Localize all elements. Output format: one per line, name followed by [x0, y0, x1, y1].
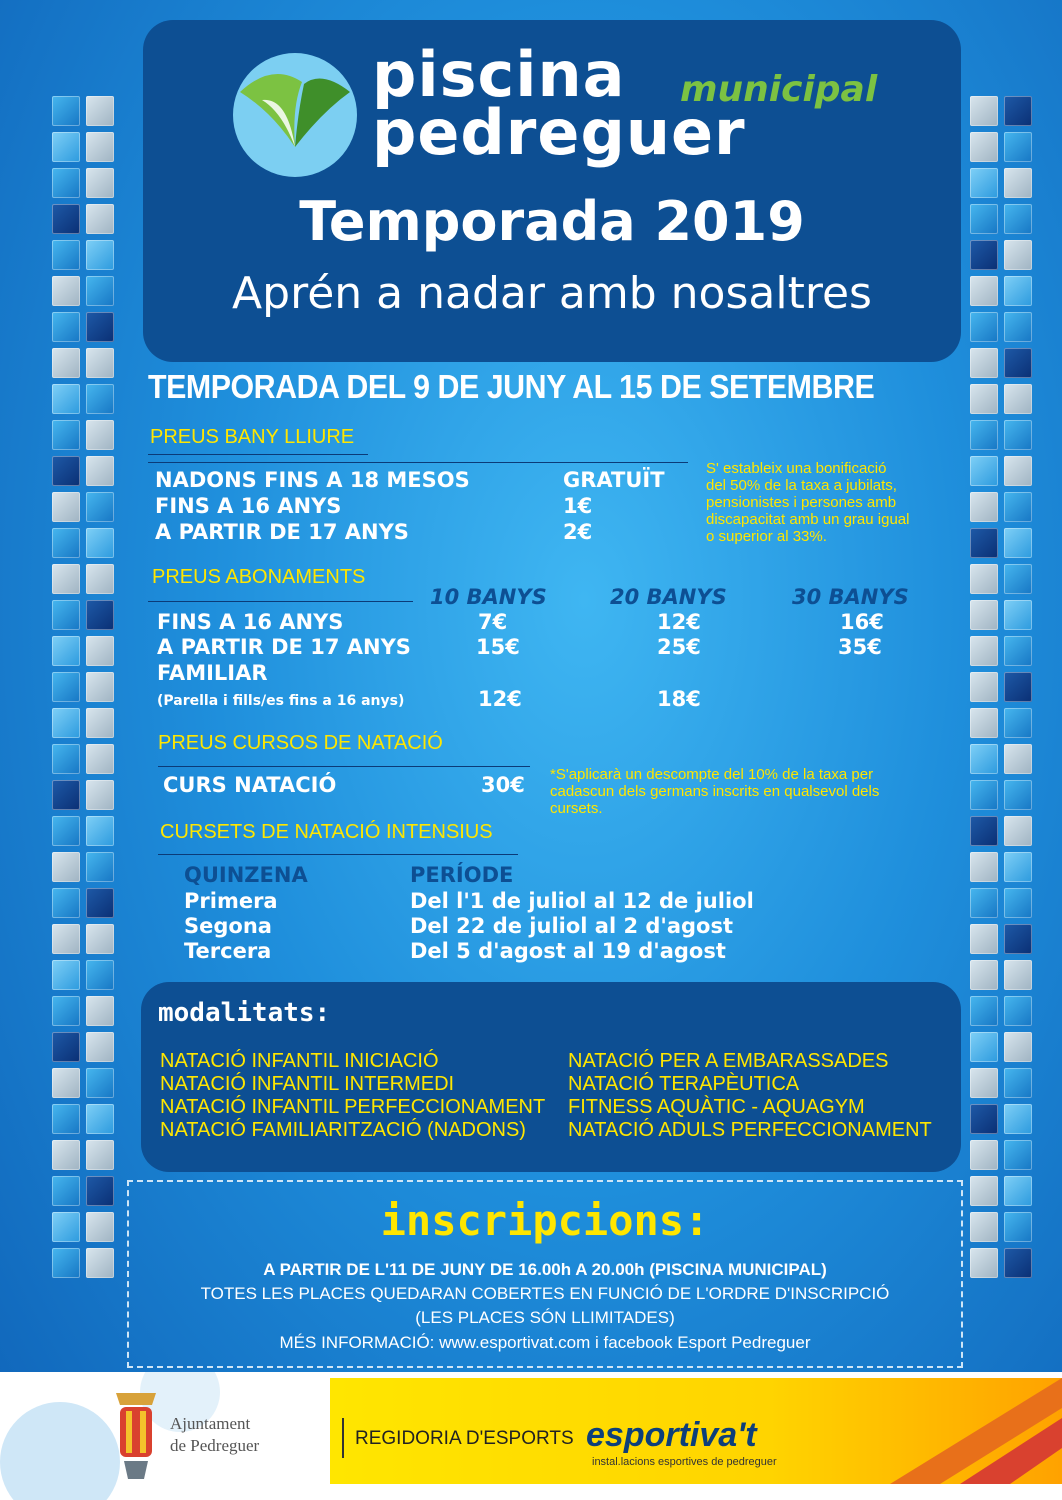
mosaic-tile	[52, 564, 80, 594]
mosaic-tile	[52, 96, 80, 126]
sibling-discount-note: *S'aplicarà un descompte del 10% de la taxa per cadascun dels germans inscrits en qualsevol dels cursets.	[550, 766, 880, 817]
mosaic-tile	[970, 348, 998, 378]
mosaic-tile	[970, 852, 998, 882]
price-row-label: A PARTIR DE 17 ANYS	[155, 520, 409, 544]
mosaic-tile	[86, 708, 114, 738]
mosaic-tile	[970, 240, 998, 270]
mosaic-tile	[970, 384, 998, 414]
price-row-label: FINS A 16 ANYS	[157, 610, 344, 634]
esportivat-logo: esportiva't	[586, 1416, 757, 1454]
mosaic-tile	[86, 420, 114, 450]
divider	[148, 454, 368, 455]
mosaic-tile	[970, 708, 998, 738]
mosaic-tile	[1004, 168, 1032, 198]
mosaic-tile	[86, 312, 114, 342]
quinzena-label: Tercera	[184, 939, 272, 963]
inscripcions-order: TOTES LES PLACES QUEDARAN COBERTES EN FUNCIÓ DE L'ORDRE D'INSCRIPCIÓ	[200, 1284, 890, 1303]
brand-municipal: municipal	[680, 69, 878, 110]
periode-value: Del l'1 de juliol al 12 de juliol	[410, 889, 754, 913]
mosaic-tile	[86, 456, 114, 486]
mosaic-tile	[52, 744, 80, 774]
periode-value: Del 5 d'agost al 19 d'agost	[410, 939, 726, 963]
price-row-sublabel: (Parella i fills/es fins a 16 anys)	[157, 693, 405, 709]
mosaic-tile	[1004, 1248, 1032, 1278]
mosaic-tile	[970, 888, 998, 918]
divider	[342, 1418, 344, 1458]
mosaic-tile	[86, 528, 114, 558]
esportivat-tagline: instal.lacions esportives de pedreguer	[592, 1456, 777, 1468]
mosaic-tile	[1004, 564, 1032, 594]
divider	[158, 854, 518, 855]
mosaic-tile	[52, 204, 80, 234]
mosaic-tile	[1004, 600, 1032, 630]
pool-logo-icon	[232, 52, 358, 178]
mosaic-tile	[1004, 348, 1032, 378]
mosaic-tile	[970, 204, 998, 234]
price-row-label: A PARTIR DE 17 ANYS	[157, 635, 411, 659]
mosaic-tile	[52, 276, 80, 306]
price-row-value: GRATUÏT	[563, 468, 665, 492]
column-header: 30 BANYS	[792, 585, 909, 609]
mosaic-tile	[86, 816, 114, 846]
mosaic-tile	[52, 816, 80, 846]
mosaic-tile	[1004, 996, 1032, 1026]
modalitats-title: modalitats:	[158, 998, 331, 1028]
mosaic-tile	[86, 960, 114, 990]
mosaic-tile	[52, 312, 80, 342]
modalitat-list-right: NATACIÓ PER A EMBARASSADES NATACIÓ TERAPÈUTICA FITNESS AQUÀTIC - AQUAGYM NATACIÓ ADULS PERFECCIONAMENT	[568, 1050, 932, 1141]
mosaic-tile	[1004, 528, 1032, 558]
brand-pedreguer: pedreguer	[372, 96, 746, 169]
inscripcions-title: inscripcions:	[380, 1196, 710, 1245]
price-row-value: 2€	[563, 520, 593, 544]
swoosh-decoration	[880, 1378, 1062, 1484]
mosaic-tile	[52, 348, 80, 378]
mosaic-tile	[52, 132, 80, 162]
mosaic-tile	[52, 924, 80, 954]
price-cell: 12€	[478, 687, 522, 711]
mosaic-tile	[970, 744, 998, 774]
mosaic-tile	[86, 672, 114, 702]
mosaic-tile	[86, 1212, 114, 1242]
inscripcions-limit: (LES PLACES SÓN LLIMITADES)	[415, 1308, 675, 1327]
mosaic-tile	[86, 348, 114, 378]
mosaic-tile	[52, 1032, 80, 1062]
mosaic-tile	[1004, 744, 1032, 774]
mosaic-tile	[970, 1140, 998, 1170]
ajuntament-label: de Pedreguer	[170, 1436, 260, 1455]
more-info: MÉS INFORMACIÓ: www.esportivat.com i facebook Esport Pedreguer	[279, 1333, 811, 1352]
brand-piscina: piscina	[372, 38, 626, 111]
price-row-label: FAMILIAR	[157, 661, 268, 685]
mosaic-tile	[86, 600, 114, 630]
mosaic-tile	[52, 384, 80, 414]
modalitat-list-left: NATACIÓ INFANTIL INICIACIÓ NATACIÓ INFANTIL INTERMEDI NATACIÓ INFANTIL PERFECCIONAMENT NATACIÓ FAMILIARITZACIÓ (NADONS)	[160, 1050, 546, 1141]
mosaic-tile	[86, 1248, 114, 1278]
mosaic-tile	[52, 168, 80, 198]
abonaments-heading: PREUS ABONAMENTS	[152, 566, 366, 588]
mosaic-tile	[86, 780, 114, 810]
coat-of-arms-icon	[110, 1383, 162, 1483]
divider	[148, 462, 688, 463]
mosaic-tile	[52, 492, 80, 522]
mosaic-tile	[86, 1068, 114, 1098]
mosaic-tile	[1004, 636, 1032, 666]
mosaic-tile	[970, 1104, 998, 1134]
bubble-decoration	[0, 1372, 330, 1500]
mosaic-tile	[970, 780, 998, 810]
mosaic-tile	[1004, 492, 1032, 522]
price-cell: 25€	[657, 635, 701, 659]
mosaic-tile	[1004, 672, 1032, 702]
mosaic-tile	[970, 1248, 998, 1278]
page-title: Temporada 2019	[299, 190, 805, 253]
mosaic-tile	[52, 240, 80, 270]
mosaic-tile	[970, 132, 998, 162]
mosaic-tile	[1004, 312, 1032, 342]
price-row-label: NADONS FINS A 18 MESOS	[155, 468, 470, 492]
price-row-label: FINS A 16 ANYS	[155, 494, 342, 518]
tile-column-right	[970, 96, 1032, 1276]
mosaic-tile	[52, 1212, 80, 1242]
mosaic-tile	[1004, 960, 1032, 990]
page-subtitle: Aprén a nadar amb nosaltres	[232, 268, 872, 319]
bany-lliure-heading: PREUS BANY LLIURE	[150, 426, 355, 448]
mosaic-tile	[970, 816, 998, 846]
mosaic-tile	[52, 1104, 80, 1134]
mosaic-tile	[970, 168, 998, 198]
mosaic-tile	[1004, 852, 1032, 882]
mosaic-tile	[86, 384, 114, 414]
quinzena-label: Primera	[184, 889, 278, 913]
mosaic-tile	[86, 96, 114, 126]
mosaic-tile	[1004, 384, 1032, 414]
inscripcions-dates: A PARTIR DE L'11 DE JUNY DE 16.00h A 20.00h (PISCINA MUNICIPAL)	[263, 1260, 827, 1279]
mosaic-tile	[970, 492, 998, 522]
mosaic-tile	[970, 996, 998, 1026]
price-row-label: CURS NATACIÓ	[163, 773, 337, 797]
mosaic-tile	[1004, 276, 1032, 306]
mosaic-tile	[1004, 96, 1032, 126]
mosaic-tile	[970, 96, 998, 126]
mosaic-tile	[52, 1176, 80, 1206]
divider	[148, 601, 413, 602]
mosaic-tile	[52, 420, 80, 450]
mosaic-tile	[86, 564, 114, 594]
mosaic-tile	[1004, 1068, 1032, 1098]
mosaic-tile	[52, 600, 80, 630]
mosaic-tile	[86, 1104, 114, 1134]
price-cell: 35€	[838, 635, 882, 659]
mosaic-tile	[52, 1140, 80, 1170]
mosaic-tile	[970, 456, 998, 486]
mosaic-tile	[1004, 708, 1032, 738]
mosaic-tile	[52, 672, 80, 702]
mosaic-tile	[970, 312, 998, 342]
price-row-value: 30€	[481, 773, 525, 797]
mosaic-tile	[86, 744, 114, 774]
column-header: 10 BANYS	[430, 585, 547, 609]
mosaic-tile	[86, 888, 114, 918]
mosaic-tile	[970, 600, 998, 630]
mosaic-tile	[86, 996, 114, 1026]
mosaic-tile	[970, 924, 998, 954]
column-header: QUINZENA	[184, 863, 308, 887]
mosaic-tile	[86, 1140, 114, 1170]
mosaic-tile	[86, 168, 114, 198]
regidoria-label: REGIDORIA D'ESPORTS	[355, 1428, 574, 1449]
mosaic-tile	[1004, 888, 1032, 918]
season-dates: TEMPORADA DEL 9 DE JUNY AL 15 DE SETEMBRE	[148, 368, 875, 405]
price-cell: 15€	[476, 635, 520, 659]
price-cell: 12€	[657, 610, 701, 634]
mosaic-tile	[86, 240, 114, 270]
mosaic-tile	[52, 852, 80, 882]
price-cell: 7€	[478, 610, 508, 634]
mosaic-tile	[970, 276, 998, 306]
mosaic-tile	[86, 204, 114, 234]
column-header: 20 BANYS	[610, 585, 727, 609]
mosaic-tile	[970, 564, 998, 594]
mosaic-tile	[86, 1032, 114, 1062]
mosaic-tile	[970, 528, 998, 558]
mosaic-tile	[1004, 1140, 1032, 1170]
tile-column-left	[52, 96, 114, 1276]
mosaic-tile	[86, 492, 114, 522]
mosaic-tile	[52, 528, 80, 558]
price-cell: 16€	[840, 610, 884, 634]
mosaic-tile	[970, 1032, 998, 1062]
periode-value: Del 22 de juliol al 2 d'agost	[410, 914, 734, 938]
mosaic-tile	[970, 636, 998, 666]
mosaic-tile	[1004, 924, 1032, 954]
mosaic-tile	[52, 456, 80, 486]
mosaic-tile	[86, 636, 114, 666]
mosaic-tile	[86, 852, 114, 882]
mosaic-tile	[970, 960, 998, 990]
mosaic-tile	[970, 1212, 998, 1242]
mosaic-tile	[1004, 204, 1032, 234]
mosaic-tile	[86, 276, 114, 306]
mosaic-tile	[970, 672, 998, 702]
mosaic-tile	[1004, 132, 1032, 162]
intensius-heading: CURSETS DE NATACIÓ INTENSIUS	[160, 821, 493, 843]
price-cell: 18€	[657, 687, 701, 711]
mosaic-tile	[52, 1248, 80, 1278]
quinzena-label: Segona	[184, 914, 272, 938]
mosaic-tile	[52, 780, 80, 810]
mosaic-tile	[52, 888, 80, 918]
mosaic-tile	[1004, 456, 1032, 486]
mosaic-tile	[1004, 780, 1032, 810]
mosaic-tile	[1004, 1212, 1032, 1242]
cursos-heading: PREUS CURSOS DE NATACIÓ	[158, 732, 443, 754]
mosaic-tile	[970, 420, 998, 450]
mosaic-tile	[52, 1068, 80, 1098]
mosaic-tile	[52, 960, 80, 990]
mosaic-tile	[970, 1068, 998, 1098]
ajuntament-label: Ajuntament	[170, 1414, 251, 1433]
mosaic-tile	[1004, 816, 1032, 846]
price-row-value: 1€	[563, 494, 593, 518]
mosaic-tile	[1004, 240, 1032, 270]
mosaic-tile	[1004, 1104, 1032, 1134]
mosaic-tile	[1004, 420, 1032, 450]
mosaic-tile	[86, 132, 114, 162]
mosaic-tile	[52, 708, 80, 738]
mosaic-tile	[52, 996, 80, 1026]
discount-note: S' estableix una bonificació del 50% de la taxa a jubilats, pensionistes i persones amb discapacitat amb un grau igual o superior al 33%.	[706, 460, 910, 545]
mosaic-tile	[970, 1176, 998, 1206]
mosaic-tile	[1004, 1176, 1032, 1206]
divider	[158, 766, 530, 767]
mosaic-tile	[1004, 1032, 1032, 1062]
mosaic-tile	[86, 1176, 114, 1206]
mosaic-tile	[86, 924, 114, 954]
mosaic-tile	[52, 636, 80, 666]
column-header: PERÍODE	[410, 863, 514, 887]
